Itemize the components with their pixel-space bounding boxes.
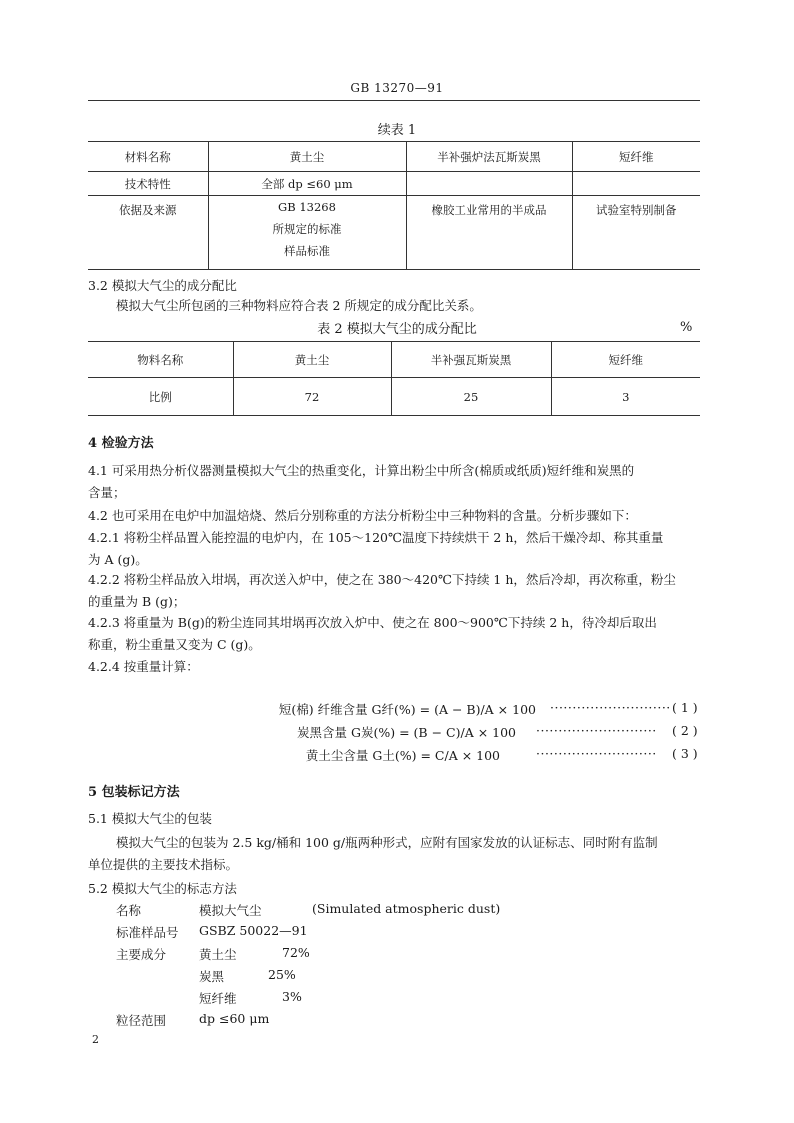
table2-header-cell: 半补强瓦斯炭黑 xyxy=(391,342,551,378)
table2-cell: 72 xyxy=(233,378,391,416)
table1-cell-line: GB 13268 xyxy=(278,200,336,214)
mark-name-en: (Simulated atmospheric dust) xyxy=(312,901,501,916)
table2-header-cell: 物料名称 xyxy=(88,342,233,378)
table1-cell: 试验室特别制备 xyxy=(572,196,700,270)
table1 xyxy=(88,141,700,270)
para-4-1-line2: 含量； xyxy=(88,485,126,500)
table1-header-cell: 半补强炉法瓦斯炭黑 xyxy=(406,142,572,172)
para-4-2-3-line1: 4.2.3 将重量为 B(g)的粉尘连同其坩埚再次放入炉中、使之在 800～900℃下持续 2 h，待冷却后取出 xyxy=(88,615,657,630)
para-5-1-line1: 模拟大气尘的包装为 2.5 kg/桶和 100 g/瓶两种形式，应附有国家发放的认证标志、同时附有监制 xyxy=(116,835,658,850)
para-4-2-3-line2: 称重，粉尘重量又变为 C (g)。 xyxy=(88,637,261,652)
table1-cell xyxy=(572,172,700,196)
table2-header-row xyxy=(88,342,700,378)
table1-cell: 技术特性 xyxy=(88,172,208,196)
mark-comp-pct: 3% xyxy=(282,989,302,1004)
table1-cell: 橡胶工业常用的半成品 xyxy=(406,196,572,270)
mark-comp-label: 主要成分 xyxy=(116,947,167,962)
section-5-1-title: 5.1 模拟大气尘的包装 xyxy=(88,811,212,826)
formula-2: 炭黑含量 G炭(%) = (B − C)/A × 100 xyxy=(297,725,516,740)
table2-caption: 表 2 模拟大气尘的成分配比 xyxy=(317,322,477,337)
para-4-2-2-line1: 4.2.2 将粉尘样品放入坩埚，再次送入炉中，使之在 380～420℃下持续 1 h，然后冷却，再次称重，粉尘 xyxy=(88,572,676,587)
section-4-title: 4 检验方法 xyxy=(88,436,154,451)
mark-comp-name: 短纤维 xyxy=(199,991,237,1006)
table1-row-tech xyxy=(88,172,700,196)
formula-3: 黄土尘含量 G土(%) = C/A × 100 xyxy=(305,748,500,763)
table1-cell: 依据及来源 xyxy=(88,196,208,270)
mark-comp-name: 黄土尘 xyxy=(199,947,237,962)
table1-cell-line: 所规定的标准 xyxy=(272,222,342,236)
section-5-2-title: 5.2 模拟大气尘的标志方法 xyxy=(88,881,237,896)
mark-name-label: 名称 xyxy=(116,903,142,918)
table2-header-cell: 短纤维 xyxy=(551,342,700,378)
para-4-2-4: 4.2.4 按重量计算： xyxy=(88,659,199,674)
table2-cell: 比例 xyxy=(88,378,233,416)
mark-size-value: dp ≤60 μm xyxy=(199,1011,270,1026)
formula-2-number: ( 2 ) xyxy=(672,723,698,738)
para-4-2: 4.2 也可采用在电炉中加温焙烧、然后分别称重的方法分析粉尘中三种物料的含量。分析步骤如下： xyxy=(88,508,637,523)
table2-unit: % xyxy=(680,320,693,335)
table2-cell: 25 xyxy=(391,378,551,416)
para-4-2-2-line2: 的重量为 B (g)； xyxy=(88,594,186,609)
table1-cell: 全部 dp ≤60 μm xyxy=(208,172,406,196)
page-header: GB 13270—91 xyxy=(350,81,444,95)
formula-2-leader: ··························· xyxy=(536,723,657,738)
section-5-title: 5 包装标记方法 xyxy=(88,785,180,800)
mark-std-value: GSBZ 50022—91 xyxy=(199,923,308,938)
header-rule xyxy=(88,100,700,101)
table1-cell-loess xyxy=(208,196,406,270)
table1-caption: 续表 1 xyxy=(377,123,417,138)
formula-1-number: ( 1 ) xyxy=(672,700,698,715)
para-4-1-line1: 4.1 可采用热分析仪器测量模拟大气尘的热重变化，计算出粉尘中所含(棉质或纸质)短纤维和炭黑的 xyxy=(88,463,635,478)
section-3-2-title: 3.2 模拟大气尘的成分配比 xyxy=(88,278,237,293)
para-4-2-1-line1: 4.2.1 将粉尘样品置入能控温的电炉内，在 105～120℃温度下持续烘干 2 h，然后干燥冷却、称其重量 xyxy=(88,530,664,545)
mark-comp-pct: 25% xyxy=(268,967,296,982)
table1-cell-line: 样品标准 xyxy=(284,244,330,258)
mark-name-value: 模拟大气尘 xyxy=(199,903,262,918)
table1-header-row xyxy=(88,142,700,172)
table2-cell: 3 xyxy=(551,378,700,416)
page-number: 2 xyxy=(92,1033,99,1046)
formula-1: 短(棉) 纤维含量 G纤(%) = (A − B)/A × 100 xyxy=(278,702,536,717)
table2 xyxy=(88,341,700,416)
formula-3-leader: ··························· xyxy=(536,746,657,761)
table2-header-cell: 黄土尘 xyxy=(233,342,391,378)
mark-comp-pct: 72% xyxy=(282,945,310,960)
table1-cell xyxy=(406,172,572,196)
section-3-2-body: 模拟大气尘所包函的三种物料应符合表 2 所规定的成分配比关系。 xyxy=(116,298,482,313)
mark-comp-name: 炭黑 xyxy=(199,969,225,984)
formula-1-leader: ··························· xyxy=(550,700,671,715)
table1-header-cell: 短纤维 xyxy=(572,142,700,172)
table2-row xyxy=(88,378,700,416)
mark-size-label: 粒径范围 xyxy=(116,1013,167,1028)
formula-3-number: ( 3 ) xyxy=(672,746,698,761)
para-4-2-1-line2: 为 A (g)。 xyxy=(88,552,148,567)
para-5-1-line2: 单位提供的主要技术指标。 xyxy=(88,857,239,872)
mark-std-label: 标准样品号 xyxy=(116,925,179,940)
table1-header-cell: 黄土尘 xyxy=(208,142,406,172)
table1-row-source xyxy=(88,196,700,270)
table1-header-cell: 材料名称 xyxy=(88,142,208,172)
